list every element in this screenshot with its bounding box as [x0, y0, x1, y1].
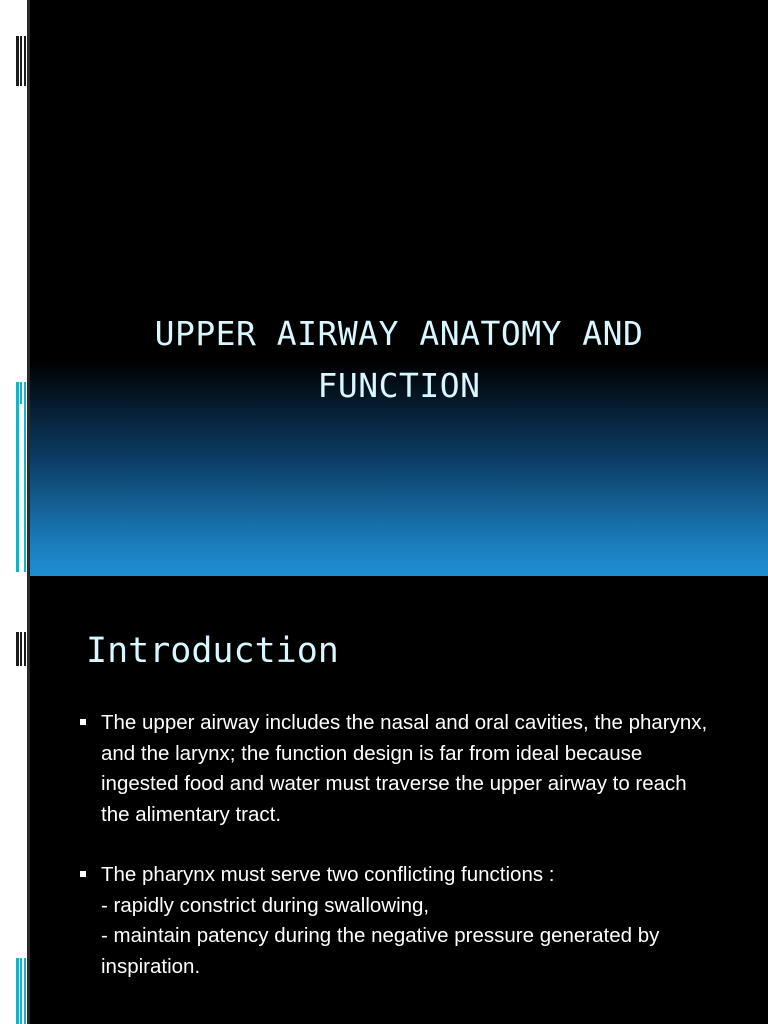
- margin-edge-line: [27, 0, 30, 576]
- decorative-bars: [16, 632, 26, 666]
- slide-margin: [0, 0, 30, 576]
- slide-title: [30, 308, 768, 412]
- sub-item: - maintain patency during the negative pressure generated by inspiration.: [101, 924, 660, 978]
- decorative-bars: [16, 36, 26, 86]
- decorative-cyan-bars: [16, 958, 26, 1024]
- bullet-text: The pharynx must serve two conflicting functions :: [101, 863, 555, 886]
- slide-margin: [0, 576, 30, 1024]
- bullet-item: [80, 860, 720, 982]
- square-bullet-icon: [80, 871, 86, 877]
- slide-heading: Introduction: [86, 631, 339, 671]
- bullet-list: [80, 708, 720, 982]
- bullet-text: The upper airway includes the nasal and oral cavities, the pharynx, and the larynx; the function design is far from ideal because ingested food and water must traverse the upper airway to reach the alimentary tract.: [101, 711, 708, 826]
- square-bullet-icon: [80, 719, 86, 725]
- slide-title-line-1: UPPER AIRWAY ANATOMY AND: [154, 314, 644, 353]
- decorative-cyan-bars: [16, 382, 26, 572]
- slide-title-line-2: FUNCTION: [317, 366, 481, 405]
- sub-item: - rapidly constrict during swallowing,: [101, 893, 430, 917]
- margin-edge-line: [27, 576, 30, 1024]
- content-slide: [0, 576, 768, 1024]
- bullet-item: [80, 708, 720, 830]
